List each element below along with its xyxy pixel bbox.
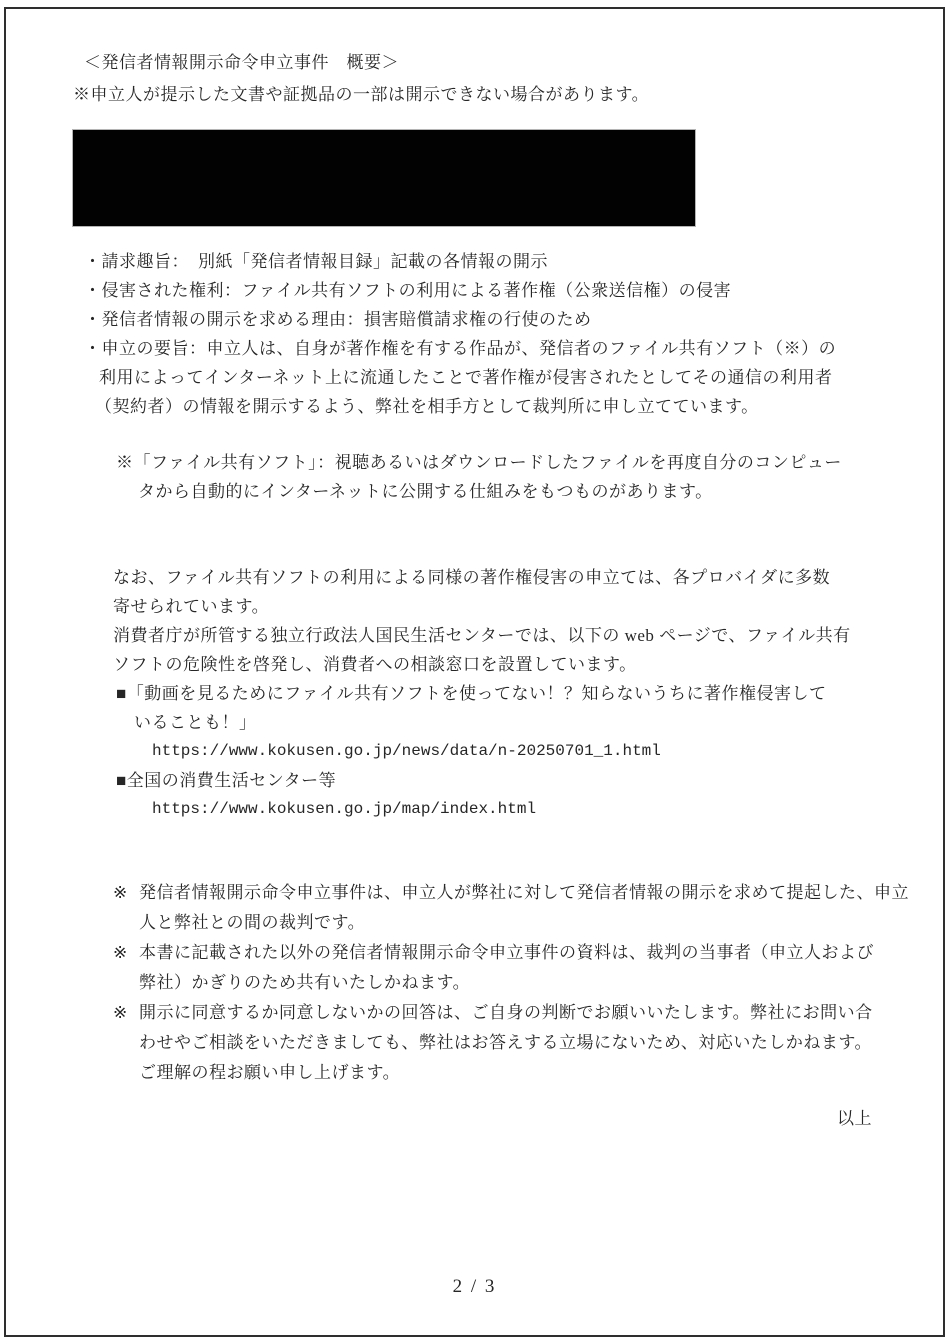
list-item-text: （契約者）の情報を開示するよう、弊社を相手方として裁判所に申し立てています。 [95,397,759,416]
footnote-text: 弊社）かぎりのため共有いたしかねます。 [139,973,471,992]
link-url: https://www.kokusen.go.jp/news/data/n-20250701_1.html [152,742,661,760]
link-item [116,766,826,795]
paragraph-line: 寄せられています。 [113,597,270,616]
list-item-text: 利用によってインターネット上に流通したことで著作権が侵害されたとしてその通信の利用者 [99,368,833,387]
bullet-icon: ・ [84,252,102,271]
paragraph-line: ソフトの危険性を啓発し、消費者への相談窓口を設置しています。 [113,655,637,674]
paragraph-line: なお、ファイル共有ソフトの利用による同様の著作権侵害の申立ては、各プロバイダに多数 [113,568,831,587]
link-item-title: 全国の消費生活センター等 [126,771,337,790]
list-item [84,334,836,363]
list-item-text: 申立の要旨：申立人は、自身が著作権を有する作品が、発信者のファイル共有ソフト（※）の [101,339,837,358]
bullet-icon: ・ [84,310,102,329]
list-item-text: 侵害された権利：ファイル共有ソフトの利用による著作権（公衆送信権）の侵害 [101,281,732,300]
square-bullet-icon: ■ [116,684,127,703]
footnote-text: ご理解の程お願い申し上げます。 [139,1063,401,1082]
footnote-text: 開示に同意するか同意しないかの回答は、ご自身の判断でお願いいたします。弊社にお問い合 [139,1003,873,1022]
link-item-title: いることも！」 [134,713,257,732]
footnotes-list [113,878,909,1088]
paragraph-line: 消費者庁が所管する独立行政法人国民生活センターでは、以下の web ページで、ファイル共有 [113,626,851,645]
list-item [84,247,836,276]
redaction-block [73,130,695,226]
info-paragraph [113,563,851,679]
link-item [116,679,826,708]
footnote-text: 人と弊社との間の裁判です。 [139,913,366,932]
reference-links-list [116,679,826,824]
caution-note: ※申立人が提示した文書や証拠品の一部は開示できない場合があります。 [73,85,650,104]
list-item-text: 請求趣旨： 別紙「発信者情報目録」記載の各情報の開示 [101,252,548,271]
footnote-item [113,878,909,938]
list-item-text: 発信者情報の開示を求める理由：損害賠償請求権の行使のため [101,310,592,329]
footnote-item [113,938,909,998]
case-summary-list [84,247,836,421]
page-title: ＜発信者情報開示命令申立事件 概要＞ [84,53,399,72]
reference-mark-icon: ※ [113,1003,128,1022]
note-text: ※「ファイル共有ソフト」：視聴あるいはダウンロードしたファイルを再度自分のコンピュー [116,453,842,472]
link-url: https://www.kokusen.go.jp/map/index.html [152,800,537,818]
footnote-text: 発信者情報開示命令申立事件は、申立人が弊社に対して発信者情報の開示を求めて提起した、申立 [139,883,909,902]
footnote-text: 本書に記載された以外の発信者情報開示命令申立事件の資料は、裁判の当事者（申立人および [139,943,874,962]
page-number: 2 / 3 [452,1276,497,1297]
footnote-text: わせやご相談をいただきましても、弊社はお答えする立場にないため、対応いたしかねます。 [139,1033,872,1052]
square-bullet-icon: ■ [116,771,127,790]
bullet-icon: ・ [84,339,102,358]
reference-mark-icon: ※ [113,943,128,962]
footnote-item [113,998,909,1088]
list-item [84,276,836,305]
reference-mark-icon: ※ [113,883,128,902]
link-item-title: 「動画を見るためにファイル共有ソフトを使ってない！？知らないうちに著作権侵害して [126,684,827,703]
closing-ijou: 以上 [837,1109,872,1128]
list-item [84,305,836,334]
bullet-icon: ・ [84,281,102,300]
note-text: タから自動的にインターネットに公開する仕組みをもつものがあります。 [138,482,713,501]
file-sharing-definition-note [116,448,842,506]
